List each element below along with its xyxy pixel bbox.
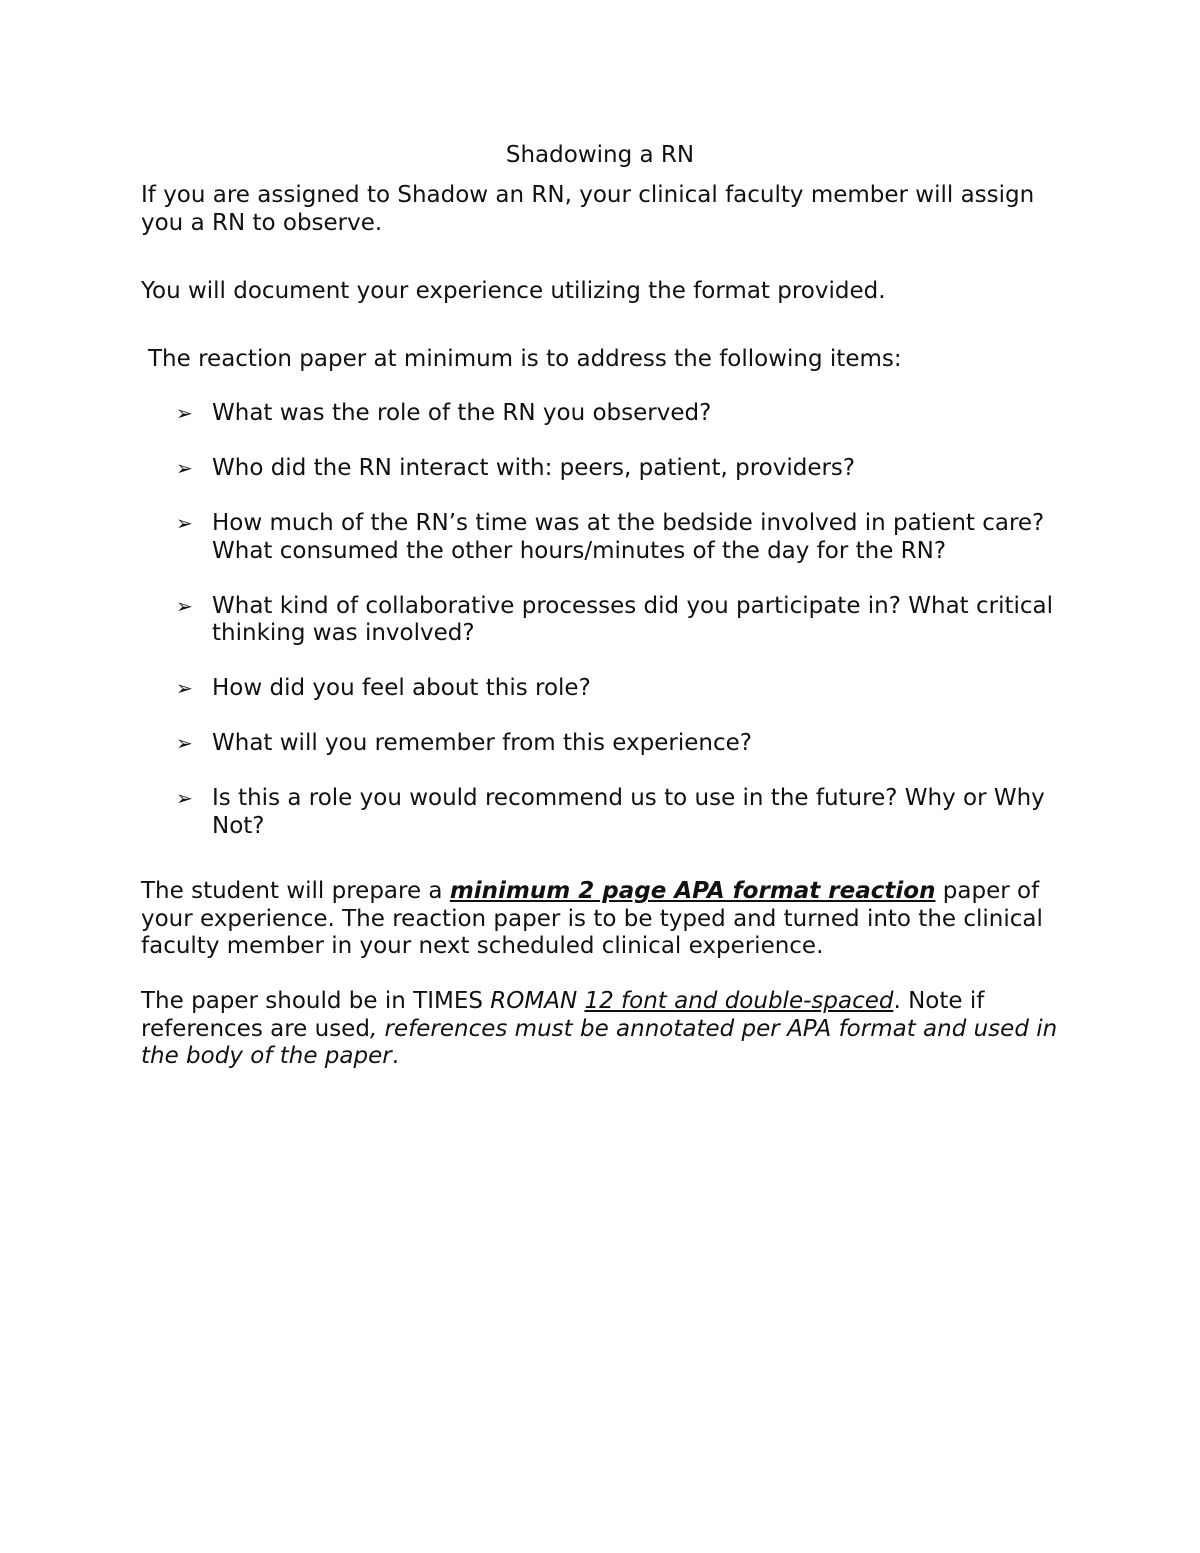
format-references-note: , references must be annotated per APA format and used in the body of the paper <box>141 1015 1058 1069</box>
arrow-bullet-icon: ➢ <box>176 676 193 700</box>
page-title: Shadowing a RN <box>505 142 695 168</box>
prepare-paragraph <box>141 878 1071 961</box>
list-item-text: How much of the RN’s time was at the bedside involved in patient care? What consumed the other hours/minutes of the day for the RN? <box>212 510 1045 564</box>
list-item-text: What was the role of the RN you observed? <box>212 400 712 426</box>
format-paragraph <box>141 988 1071 1071</box>
format-italic-roman: ROMAN <box>490 988 578 1014</box>
items-intro-paragraph: The reaction paper at minimum is to address the following items: <box>148 346 902 372</box>
list-item <box>176 730 1056 758</box>
list-item <box>176 510 1056 565</box>
list-item <box>176 455 1056 483</box>
arrow-bullet-icon: ➢ <box>176 593 193 618</box>
arrow-bullet-icon: ➢ <box>176 511 193 535</box>
list-item-text: What will you remember from this experience? <box>212 730 752 756</box>
format-part1: The paper should be in TIMES <box>141 988 491 1014</box>
list-item-text: Who did the RN interact with: peers, patient, providers? <box>212 455 856 481</box>
list-item-text: What kind of collaborative processes did you participate in? What critical thinking was involved? <box>212 592 1054 646</box>
prepare-rest: paper of your experience. The reaction paper is to be typed and turned into the clinical faculty member in your next scheduled clinical experience. <box>141 878 1043 959</box>
list-item <box>176 675 1056 703</box>
list-item <box>176 400 1056 428</box>
list-item <box>176 785 1056 840</box>
format-end: . <box>391 1043 399 1069</box>
items-list <box>176 400 1056 868</box>
format-part2: . Note if references are used <box>141 988 985 1042</box>
arrow-bullet-icon: ➢ <box>176 786 193 810</box>
list-item-text: How did you feel about this role? <box>212 675 591 701</box>
documentation-paragraph: You will document your experience utilizing the format provided. <box>141 278 886 304</box>
list-item <box>176 593 1056 648</box>
prepare-lead: The student will prepare a <box>141 878 450 904</box>
list-item-text: Is this a role you would recommend us to use in the future? Why or Why Not? <box>212 785 1045 839</box>
arrow-bullet-icon: ➢ <box>176 456 193 480</box>
intro-paragraph: If you are assigned to Shadow an RN, your clinical faculty member will assign you a RN to observe. <box>141 182 1035 236</box>
format-font-spec: 12 font and double-spaced <box>584 988 894 1014</box>
arrow-bullet-icon: ➢ <box>176 731 193 755</box>
arrow-bullet-icon: ➢ <box>176 401 193 425</box>
prepare-emphasis: minimum 2 page APA format reaction <box>449 878 936 904</box>
